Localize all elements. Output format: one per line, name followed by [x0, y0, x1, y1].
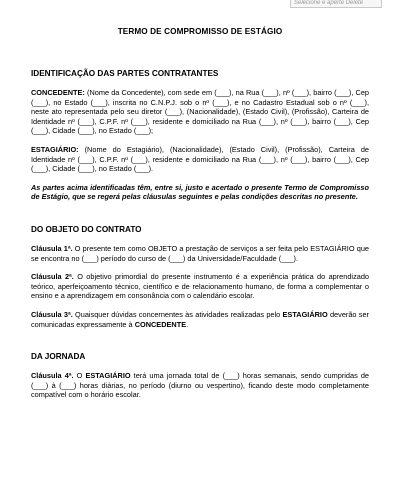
clause-1-paragraph[interactable] [31, 244, 369, 263]
estagiario-label: ESTAGIÁRIO: [31, 144, 79, 154]
estagiario-text: (Nome do Estagiário), (Nacionalidade), (Estado Civil), (Profissão), Carteira de Identidade nº (___), C.P.F. nº (___), residente e domiciliado na Rua (___), nº (___), bairro (___), Cep (___), Cidade (___), no Estado (___). [31, 144, 369, 174]
section-heading-identificacao: IDENTIFICAÇÃO DAS PARTES CONTRATANTES [31, 69, 219, 78]
clause-2-paragraph[interactable] [31, 272, 369, 301]
clause-3-text-c: . [186, 319, 189, 329]
clause-1-text: O presente tem como OBJETO a prestação de serviços a ser feita pelo ESTAGIÁRIO que se encontra no (___) período do curso de (___) da Universidade/Faculdade (___). [31, 243, 369, 263]
section-heading-objeto: DO OBJETO DO CONTRATO [31, 224, 142, 234]
clause-4-paragraph[interactable] [31, 371, 369, 400]
clause-3-text-b: deverão ser comunicadas expressamente à [31, 309, 370, 329]
concedente-label: CONCEDENTE: [31, 88, 85, 97]
clause-4-text-a: O [73, 371, 86, 381]
concedente-paragraph[interactable] [31, 88, 369, 136]
delete-hint-box [290, 0, 382, 8]
clause-1-label: Cláusula 1ª. [31, 243, 73, 253]
clause-3-label: Cláusula 3ª. [31, 309, 73, 319]
clause-4-label: Cláusula 4ª. [31, 371, 74, 381]
delete-hint-text: Selecione e aperte Delete [294, 0, 364, 6]
clause-4-text-b: terá uma jornada total de (___) horas semanais, sendo cumpridas de (___) à (___) horas diárias, no período (diurno ou vespertino), ficando deste modo completamente compatível com o horário escolar. [31, 371, 370, 400]
concedente-text: (Nome da Concedente), com sede em (___), na Rua (___), nº (___), bairro (___), Cep (___), no Estado (___), inscrita no C.N.P.J. sob o nº (___), e no Cadastro Estadual sob o nº (___), neste ato representada pelo seu diretor (___), (Nacionalidade), (Estado Civil), (Profissão), Carteira de Identidade nº (___), C.P.F. nº (___), residente e domiciliado na Rua (___), nº (___), bairro (___), Cep (___), Cidade (___), no Estado (___); [31, 88, 369, 136]
clause-4-bold-estagiario: ESTAGIÁRIO [85, 371, 131, 381]
clause-3-paragraph[interactable] [31, 310, 369, 329]
document-title: TERMO DE COMPROMISSO DE ESTÁGIO [117, 27, 283, 36]
clause-3-bold-concedente: CONCEDENTE [134, 319, 187, 329]
clause-3-bold-estagiario: ESTAGIÁRIO [282, 309, 328, 319]
clause-2-text: O objetivo primordial do presente instrumento é a experiência prática do aprendizado teórico, aperfeiçoamento técnico, científico e de relacionamento humano, de forma a complementar o ensino e a aprendizagem em consonância com o calendário escolar. [31, 272, 369, 301]
parties-closing-paragraph[interactable]: As partes acima identificadas têm, entre si, justo e acertado o presente Termo de Compromisso de Estágio, que se regerá pelas cláusulas seguintes e pelas condições descritas no presente. [31, 182, 369, 202]
section-heading-jornada: DA JORNADA [31, 352, 86, 362]
document-page [31, 20, 369, 400]
clause-2-label: Cláusula 2ª. [31, 272, 74, 282]
clause-3-text-a: Quaisquer dúvidas concernentes às atividades realizadas pelo [72, 309, 283, 319]
estagiario-paragraph[interactable] [31, 145, 369, 174]
